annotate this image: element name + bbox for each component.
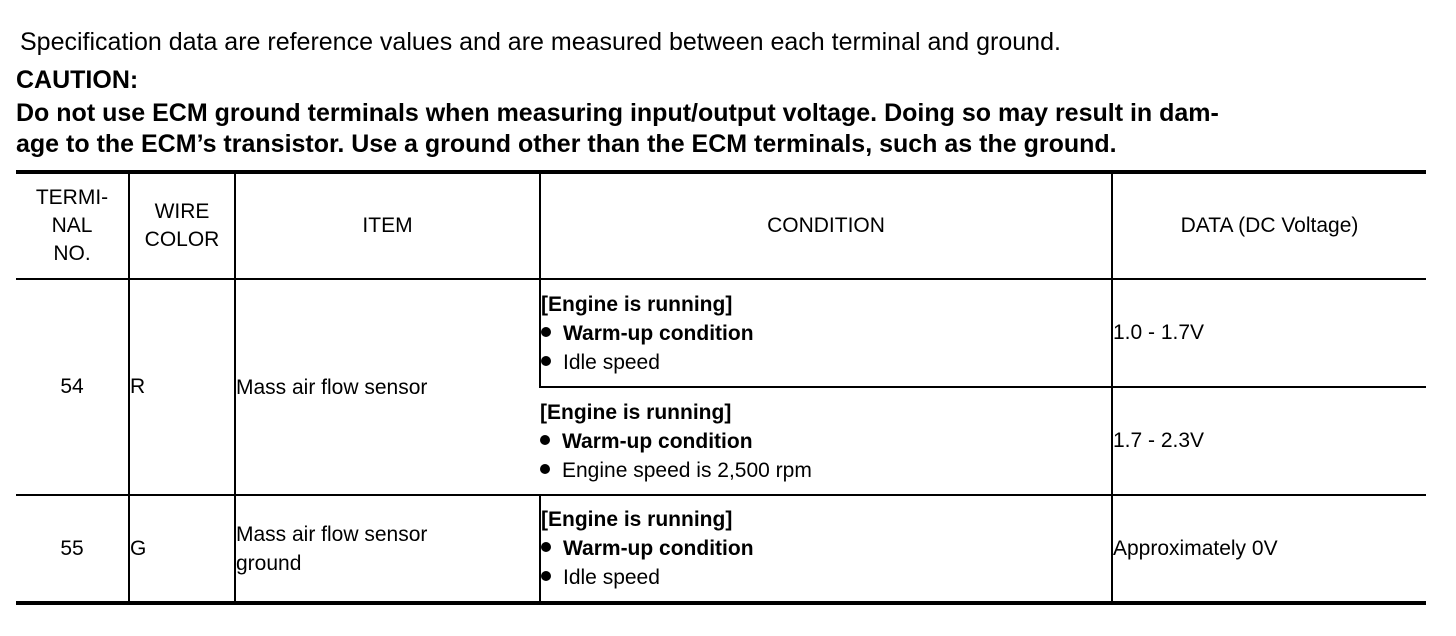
data-cell: 1.7 - 2.3V bbox=[1112, 387, 1426, 495]
caution-line-1: Do not use ECM ground terminals when measuring input/output voltage. Doing so may result in dam- bbox=[16, 99, 1219, 127]
caution-title: CAUTION: bbox=[16, 66, 139, 94]
bullet-icon bbox=[540, 435, 550, 445]
condition-cell: [Engine is running] Warm-up condition Idle speed bbox=[540, 495, 1112, 603]
bullet-icon bbox=[541, 356, 551, 366]
data-cell: Approximately 0V bbox=[1112, 495, 1426, 603]
table-row bbox=[16, 495, 1426, 603]
bullet-icon bbox=[540, 464, 550, 474]
data-cell: 1.0 - 1.7V bbox=[1112, 279, 1426, 387]
header-condition: CONDITION bbox=[540, 172, 1112, 279]
header-wire-color: WIRE COLOR bbox=[129, 172, 235, 279]
header-data: DATA (DC Voltage) bbox=[1112, 172, 1426, 279]
bullet-icon bbox=[541, 542, 551, 552]
item-cell: Mass air flow sensor bbox=[235, 279, 540, 495]
header-item: ITEM bbox=[235, 172, 540, 279]
wire-color-cell: G bbox=[129, 495, 235, 603]
condition-cell: [Engine is running] Warm-up condition Engine speed is 2,500 rpm bbox=[540, 387, 1112, 495]
intro-text: Specification data are reference values and are measured between each terminal and ground. bbox=[20, 28, 1061, 56]
table-row bbox=[16, 279, 1426, 387]
caution-text bbox=[16, 98, 1436, 160]
header-terminal-no: TERMI- NAL NO. bbox=[16, 172, 129, 279]
bullet-icon bbox=[541, 327, 551, 337]
caution-line-2: age to the ECM’s transistor. Use a ground other than the ECM terminals, such as the ground. bbox=[16, 130, 1117, 158]
item-cell: Mass air flow sensor ground bbox=[235, 495, 540, 603]
bullet-icon bbox=[541, 571, 551, 581]
terminal-no-cell: 54 bbox=[16, 279, 129, 495]
condition-cell: [Engine is running] Warm-up condition Idle speed bbox=[540, 279, 1112, 387]
terminal-spec-table bbox=[16, 170, 1426, 605]
wire-color-cell: R bbox=[129, 279, 235, 495]
header-row bbox=[16, 172, 1426, 279]
terminal-no-cell: 55 bbox=[16, 495, 129, 603]
